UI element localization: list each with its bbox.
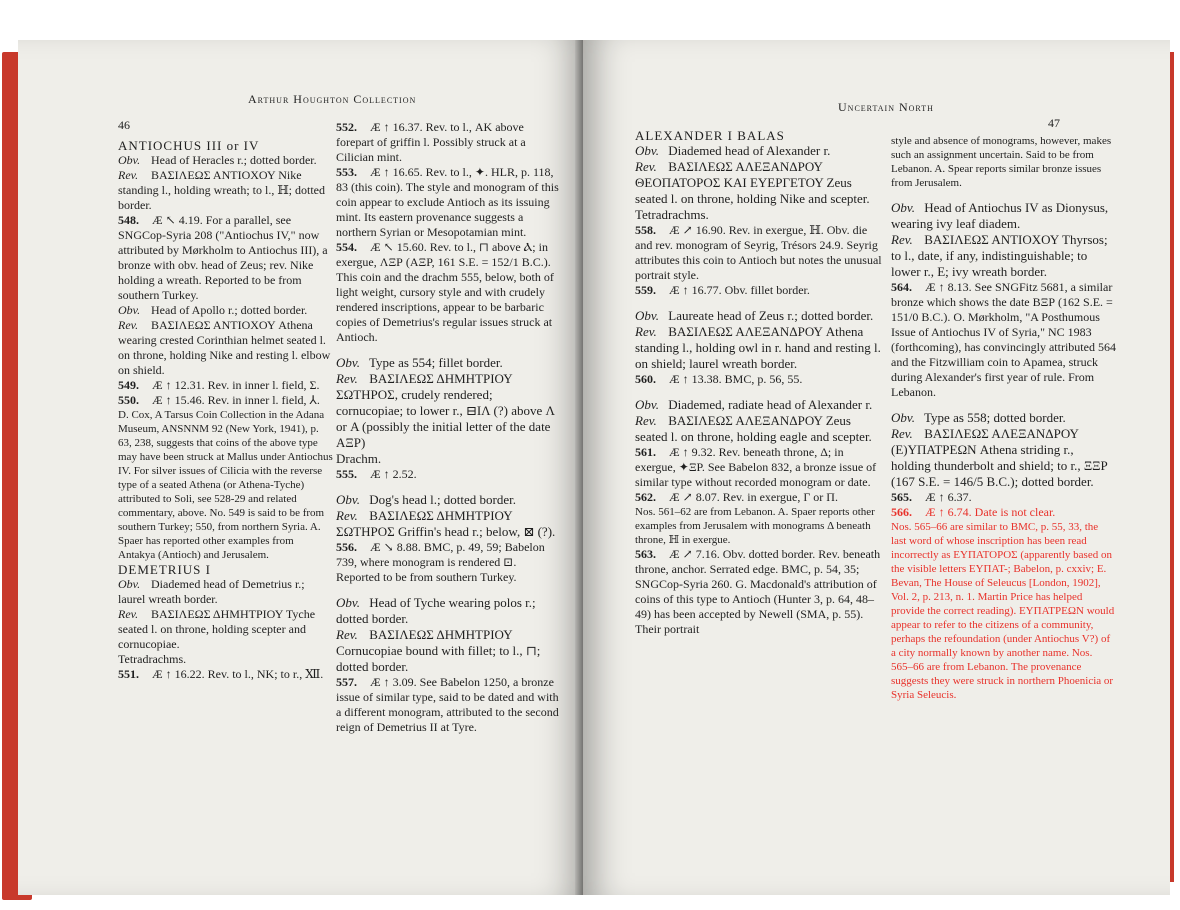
description-label: Obv. [635,397,659,412]
description-label: Obv. [336,595,360,610]
catalogue-entry [336,675,561,735]
entry-text: Æ ↘ 8.88. BMC, p. 49, 59; Babelon 739, where monogram is rendered ⊡. Reported to be from southern Turkey. [336,540,545,584]
left-column-1 [118,138,333,682]
description-label: Rev. [118,318,139,332]
catalogue-entry [336,467,561,482]
description-text: ΒΑΣΙΛΕΩΣ ΔΗΜΗΤΡΙΟΥ ΣΩΤΗΡΟΣ Griffin's head r.; below, ⊠ (?). [336,508,556,539]
entry-text: Æ ↗ 16.90. Rev. in exergue, ℍ. Obv. die and rev. monogram of Seyrig, Trésors 24.9. Seyrig attributes this coin to Antioch but notes the unusual portrait style. [635,223,882,282]
page-number: 46 [118,118,130,132]
coin-description [635,413,883,445]
catalogue-entry [635,283,883,298]
catalogue-entry [635,445,883,490]
description-label: Obv. [118,303,141,317]
running-head: Arthur Houghton Collection [248,92,417,106]
spacer [891,400,1116,410]
entry-text: Æ ↑ 8.13. See SNGFitz 5681, a similar bronze which shows the date ΒΞΡ (162 S.E. = 151/0 B.C.). O. Mørkholm, "A Posthumous Issue of Antiochus IV of Syria," NC 1983 (forthcoming), has convincingly attributed 564 and the Fitzwilliam coin to Apamea, struck during Alexander's first year of rule. From Lebanon. [891,280,1116,399]
catalogue-entry [635,223,883,283]
catalogue-entry [635,372,883,387]
entry-number: 556. [336,540,357,554]
coin-description [336,627,561,675]
entry-number: 548. [118,213,139,227]
entry-text: Æ ↑ 3.09. See Babelon 1250, a bronze issue of similar type, said to be dated and with a different monogram, attributed to the second reign of Demetrius II at Tyre. [336,675,559,734]
entry-text: Æ ↖ 15.60. Rev. to l., ⊓ above Ⲁ; in exergue, ΛΞΡ (ΑΞΡ, 161 S.E. = 152/1 B.C.). This coin and the drachm 555, below, both of light weight, cursory style and with crudely rendered inscriptions, appear to be barbaric copies of Demetrius's regular issues struck at Antioch. [336,240,554,344]
description-label: Rev. [891,232,913,247]
description-label: Rev. [635,413,657,428]
description-label: Rev. [635,159,657,174]
coin-description [118,303,333,318]
entry-text: Æ ↑ 12.31. Rev. in inner l. field, Σ. [152,378,320,392]
coin-description [635,159,883,207]
catalogue-entry [891,490,1116,505]
description-label: Obv. [336,492,360,507]
description-label: Obv. [635,143,659,158]
running-head: Uncertain North [838,100,934,114]
coin-description [336,508,561,540]
entry-number: 561. [635,445,656,459]
entry-number: 559. [635,283,656,297]
entry-text: Æ ↑ 2.52. [370,467,417,481]
denomination-label: Tetradrachms. [118,652,187,666]
catalogue-entry [118,393,333,408]
description-text: Diademed head of Alexander r. [668,143,831,158]
entry-text: Æ ↑ 15.46. Rev. in inner l. field, ⅄. [152,393,320,407]
spacer [635,387,883,397]
coin-description [336,355,561,371]
coin-description [891,200,1116,232]
description-text: Head of Antiochus IV as Dionysus, wearing ivy leaf diadem. [891,200,1109,231]
catalogue-entry [336,120,561,165]
coin-description [635,324,883,372]
entry-text: Æ ↑ 6.37. [925,490,972,504]
spacer [336,345,561,355]
description-label: Rev. [336,508,358,523]
entry-number: 550. [118,393,139,407]
entry-number: 566. [891,505,912,519]
entry-text: Æ ↗ 8.07. Rev. in exergue, Γ or Π. [669,490,838,504]
description-label: Rev. [635,324,657,339]
description-text: ΒΑΣΙΛΕΩΣ ΑΝΤΙΟΧΟΥ Nike standing l., holding wreath; to l., ℍ; dotted border. [118,168,325,212]
catalogue-entry [635,490,883,505]
right-column-2 [891,134,1116,702]
entry-number: 565. [891,490,912,504]
coin-description [118,168,333,213]
left-page [18,40,583,895]
coin-description [336,371,561,451]
entry-number: 563. [635,547,656,561]
description-label: Rev. [118,168,139,182]
description-text: Head of Apollo r.; dotted border. [151,303,308,317]
section-heading: DEMETRIUS I [118,562,211,577]
entry-text: Æ ↑ 16.22. Rev. to l., ΝΚ; to r., Ⅻ. [152,667,324,681]
entry-number: 554. [336,240,357,254]
entry-number: 558. [635,223,656,237]
description-label: Rev. [336,371,358,386]
commentary-note: Nos. 565–66 are similar to BMC, p. 55, 33, the last word of whose inscription has been read incorrectly as ΕΥΠΑΤΟΡΟΣ (apparently based on the visible letters ΕΥΠΑΤ-; Babelon, p. cxxiv; E. Bevan, The House of Seleucus [London, 1902], Vol. 2, p. 213, n. 1. Martin Price has helped provide the correct reading). ΕΥΠΑΤΡΕΩΝ would appear to refer to the citizens of a community, perhaps the refoundation (under Antiochus V?) of a city normally known by another name. Nos. 565–66 are from Lebanon. The provenance suggests they were struck in northern Phoenicia or Syria Seleucis. [891,521,1115,701]
description-text: ΒΑΣΙΛΕΩΣ ΔΗΜΗΤΡΙΟΥ Cornucopiae bound with fillet; to l., ⊓; dotted border. [336,627,541,674]
coin-description [635,308,883,324]
catalogue-entry [118,378,333,393]
description-label: Obv. [635,308,659,323]
entry-text: Æ ↗ 7.16. Obv. dotted border. Rev. beneath throne, anchor. Serrated edge. BMC, p. 54, 35; SNGCop-Syria 260. G. Macdonald's attribution of coins of this type to Antioch (Hunter 3, p. 64, 48–49) has been accepted by Newell (SMA, p. 55). Their portrait [635,547,881,636]
right-page [583,40,1170,895]
entry-number: 557. [336,675,357,689]
description-label: Rev. [336,627,358,642]
commentary-note: D. Cox, A Tarsus Coin Collection in the Adana Museum, ANSNNM 92 (New York, 1941), p. 63, 238, suggests that coins of the above type may have been struck at Mallus under Antiochus IV. For silver issues of Cilicia with the reverse type of a seated Athena (or Athena-Tyche) attributed to Soli, see 528-29 and related commentary, above. No. 549 is said to be from southern Turkey; 550, from northern Syria. A. Spaer has reported other examples from Antakya (Antioch) and Jerusalem. [118,409,333,561]
entry-number: 549. [118,378,139,392]
denomination-label: Tetradrachms. [635,207,709,222]
description-text: Head of Heracles r.; dotted border. [151,153,317,167]
catalogue-entry [635,547,883,637]
right-column-1 [635,128,883,637]
section-heading: ALEXANDER I BALAS [635,128,785,143]
left-column-2 [336,120,561,735]
description-text: Type as 554; fillet border. [369,355,503,370]
description-text: ΒΑΣΙΛΕΩΣ ΑΝΤΙΟΧΟΥ Thyrsos; to l., date, if any, indistinguishable; to lower r., Ε; ivy wreath border. [891,232,1108,279]
description-text: ΒΑΣΙΛΕΩΣ ΑΝΤΙΟΧΟΥ Athena wearing crested Corinthian helmet seated l. on throne, holding Nike and resting l. elbow on shield. [118,318,331,377]
coin-description [336,492,561,508]
description-text: Dog's head l.; dotted border. [369,492,517,507]
catalogue-entry [891,280,1116,400]
entry-text: Æ ↑ 6.74. Date is not clear. [925,505,1056,519]
catalogue-entry [336,540,561,585]
description-text: ΒΑΣΙΛΕΩΣ ΔΗΜΗΤΡΙΟΥ ΣΩΤΗΡΟΣ, crudely rendered; cornucopiae; to lower r., ⊟ΙΛ (?) above Λ or Α (possibly the initial letter of the date ΑΞΡ) [336,371,555,450]
entry-text: Æ ↖ 4.19. For a parallel, see SNGCop-Syria 208 ("Antiochus IV," now attributed by Mørkholm to Antiochus III), a bronze with obv. head of Zeus; rev. Nike holding a wreath. Reported to be from southern Turkey. [118,213,328,302]
description-text: Laureate head of Zeus r.; dotted border. [668,308,874,323]
spacer [891,190,1116,200]
coin-description [336,595,561,627]
entry-number: 552. [336,120,357,134]
entry-number: 562. [635,490,656,504]
spacer [336,585,561,595]
description-label: Obv. [118,577,141,591]
description-text: ΒΑΣΙΛΕΩΣ ΑΛΕΞΑΝΔΡΟΥ Athena standing l., holding owl in r. hand and resting l. on shield; laurel wreath border. [635,324,881,371]
description-text: Head of Tyche wearing polos r.; dotted border. [336,595,536,626]
coin-description [118,577,333,607]
description-label: Obv. [118,153,141,167]
entry-number: 551. [118,667,139,681]
spacer [336,482,561,492]
entry-text: Æ ↑ 9.32. Rev. beneath throne, Δ; in exergue, ✦ΞΡ. See Babelon 832, a bronze issue of similar type without recorded monogram or date. [635,445,877,489]
description-label: Obv. [891,200,915,215]
catalogue-entry [118,213,333,303]
entry-text: Æ ↑ 16.65. Rev. to l., ✦. HLR, p. 118, 83 (this coin). The style and monogram of this coin appear to exclude Antioch as its issuing mint. Its eastern provenance suggests a northern Syrian or Mesopotamian mint. [336,165,559,239]
coin-description [118,153,333,168]
entry-text: Æ ↑ 13.38. BMC, p. 56, 55. [669,372,803,386]
commentary-note: style and absence of monograms, however, makes such an assignment uncertain. Said to be from Lebanon. A. Spear reports similar bronze issues from Jerusalem. [891,135,1112,189]
description-text: Type as 558; dotted border. [924,410,1066,425]
denomination-label: Drachm. [336,451,382,466]
description-label: Obv. [336,355,360,370]
spacer [635,298,883,308]
description-text: ΒΑΣΙΛΕΩΣ ΑΛΕΞΑΝΔΡΟΥ Zeus seated l. on throne, holding eagle and scepter. [635,413,872,444]
coin-description [118,318,333,378]
description-label: Rev. [891,426,913,441]
coin-description [635,143,883,159]
catalogue-entry [336,240,561,345]
description-text: Diademed head of Demetrius r.; laurel wreath border. [118,577,305,606]
description-label: Rev. [118,607,139,621]
entry-number: 564. [891,280,912,294]
coin-description [891,426,1116,490]
entry-number: 555. [336,467,357,481]
description-text: ΒΑΣΙΛΕΩΣ ΑΛΕΞΑΝΔΡΟΥ (Ε)ΥΠΑΤΡΕΩΝ Athena striding r., holding thunderbolt and shield; to r., ΞΞΡ (167 S.E. = 146/5 B.C.); dotted border. [891,426,1108,489]
entry-text: Æ ↑ 16.77. Obv. fillet border. [669,283,810,297]
page-number: 47 [1048,116,1060,130]
description-text: ΒΑΣΙΛΕΩΣ ΑΛΕΞΑΝΔΡΟΥ ΘΕΟΠΑΤΟΡΟΣ ΚΑΙ ΕΥΕΡΓΕΤΟΥ Zeus seated l. on throne, holding Nike and scepter. [635,159,870,206]
commentary-note: Nos. 561–62 are from Lebanon. A. Spaer reports other examples from Jerusalem with monograms Δ beneath throne, ℍ in exergue. [635,506,875,546]
description-text: ΒΑΣΙΛΕΩΣ ΔΗΜΗΤΡΙΟΥ Tyche seated l. on throne, holding scepter and cornucopiae. [118,607,316,651]
catalogue-entry [118,667,333,682]
description-label: Obv. [891,410,915,425]
coin-description [118,607,333,652]
coin-description [635,397,883,413]
catalogue-entry [891,505,1116,520]
section-heading: ANTIOCHUS III or IV [118,138,260,153]
catalogue-entry [336,165,561,240]
description-text: Diademed, radiate head of Alexander r. [668,397,873,412]
entry-number: 553. [336,165,357,179]
entry-number: 560. [635,372,656,386]
coin-description [891,410,1116,426]
coin-description [891,232,1116,280]
entry-text: Æ ↑ 16.37. Rev. to l., ΑΚ above forepart of griffin l. Possibly struck at a Cilician mint. [336,120,526,164]
